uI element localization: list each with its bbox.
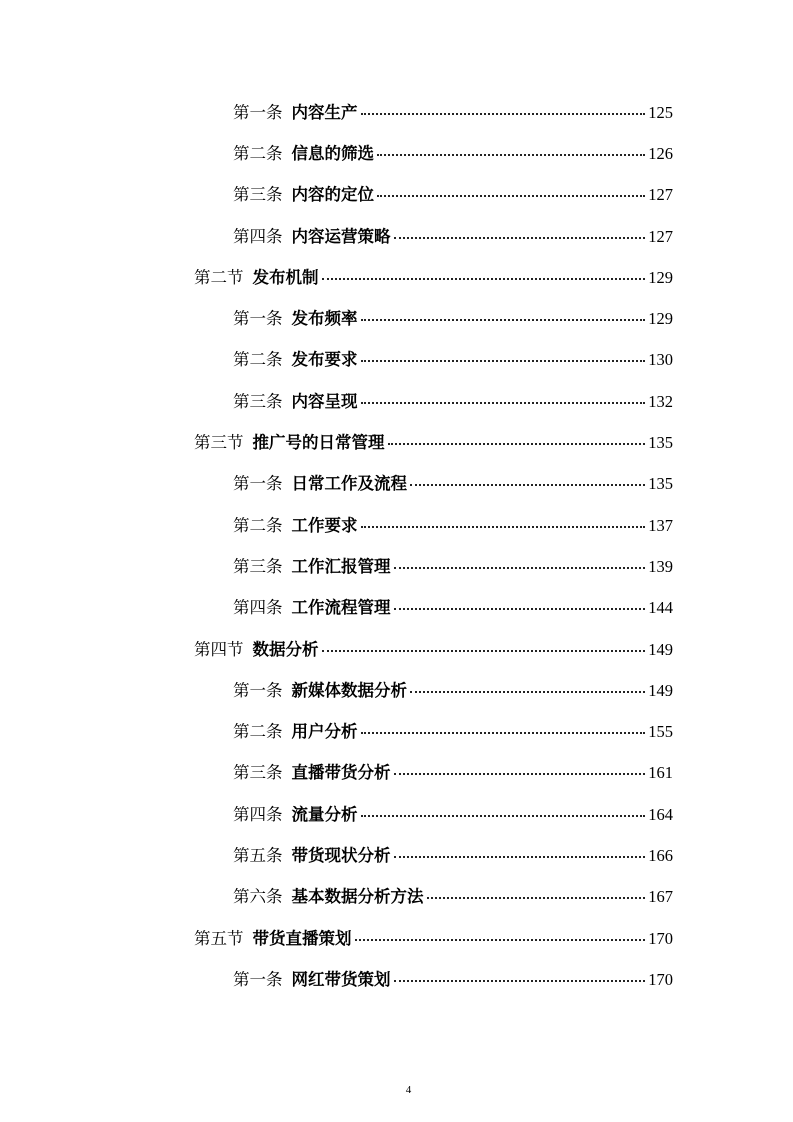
toc-section-entry[interactable] bbox=[0, 420, 793, 461]
toc-entry-number: 第二条 bbox=[233, 515, 283, 535]
toc-entry-title: 信息的筛选 bbox=[291, 143, 374, 163]
toc-entry-page: 132 bbox=[648, 391, 673, 411]
toc-article-entry[interactable] bbox=[0, 957, 793, 998]
toc-entry-number: 第五节 bbox=[194, 928, 244, 948]
toc-dot-leader bbox=[394, 567, 646, 569]
toc-article-entry[interactable] bbox=[0, 544, 793, 585]
toc-entry-number: 第三条 bbox=[233, 763, 283, 783]
toc-article-entry[interactable] bbox=[0, 462, 793, 503]
toc-entry-title: 工作流程管理 bbox=[291, 598, 391, 618]
toc-dot-leader bbox=[394, 856, 646, 858]
toc-entry-title: 新媒体数据分析 bbox=[291, 680, 407, 700]
toc-entry-number: 第六条 bbox=[233, 887, 283, 907]
toc-section-entry[interactable] bbox=[0, 916, 793, 957]
toc-entry-title: 内容的定位 bbox=[291, 185, 374, 205]
toc-entry-page: 137 bbox=[648, 515, 673, 535]
toc-entry-page: 166 bbox=[648, 845, 673, 865]
toc-dot-leader bbox=[388, 443, 646, 445]
toc-entry-number: 第一条 bbox=[233, 680, 283, 700]
toc-entry-page: 126 bbox=[648, 143, 673, 163]
toc-dot-leader bbox=[427, 897, 646, 899]
toc-entry-page: 149 bbox=[648, 680, 673, 700]
toc-entry-number: 第四条 bbox=[233, 226, 283, 246]
toc-entry-title: 用户分析 bbox=[291, 722, 358, 742]
toc-entry-title: 发布机制 bbox=[252, 267, 319, 287]
toc-dot-leader bbox=[322, 650, 646, 652]
toc-entry-page: 127 bbox=[648, 226, 673, 246]
toc-article-entry[interactable] bbox=[0, 751, 793, 792]
toc-article-entry[interactable] bbox=[0, 833, 793, 874]
toc-entry-number: 第二条 bbox=[233, 722, 283, 742]
toc-entry-number: 第二条 bbox=[233, 143, 283, 163]
toc-entry-page: 130 bbox=[648, 350, 673, 370]
toc-entry-page: 139 bbox=[648, 556, 673, 576]
toc-dot-leader bbox=[322, 278, 646, 280]
toc-entry-number: 第一条 bbox=[233, 102, 283, 122]
toc-entry-title: 流量分析 bbox=[291, 804, 358, 824]
toc-entry-number: 第四条 bbox=[233, 804, 283, 824]
toc-dot-leader bbox=[410, 691, 645, 693]
toc-section-entry[interactable] bbox=[0, 255, 793, 296]
toc-entry-page: 135 bbox=[648, 474, 673, 494]
toc-entry-title: 工作汇报管理 bbox=[291, 556, 391, 576]
toc-entry-page: 167 bbox=[648, 887, 673, 907]
toc-entry-title: 基本数据分析方法 bbox=[291, 887, 424, 907]
toc-article-entry[interactable] bbox=[0, 214, 793, 255]
toc-entry-page: 161 bbox=[648, 763, 673, 783]
toc-dot-leader bbox=[361, 732, 646, 734]
toc-entry-number: 第五条 bbox=[233, 845, 283, 865]
toc-entry-title: 带货现状分析 bbox=[291, 845, 391, 865]
toc-entry-title: 内容生产 bbox=[291, 102, 358, 122]
toc-entry-page: 144 bbox=[648, 598, 673, 618]
toc-entry-page: 164 bbox=[648, 804, 673, 824]
toc-entry-title: 日常工作及流程 bbox=[291, 474, 407, 494]
page-number: 4 bbox=[405, 1084, 412, 1096]
toc-article-entry[interactable] bbox=[0, 503, 793, 544]
toc-entry-page: 149 bbox=[648, 639, 673, 659]
toc-entry-number: 第三条 bbox=[233, 391, 283, 411]
toc-article-entry[interactable] bbox=[0, 668, 793, 709]
toc-article-entry[interactable] bbox=[0, 379, 793, 420]
toc-article-entry[interactable] bbox=[0, 131, 793, 172]
toc-dot-leader bbox=[394, 773, 646, 775]
toc-entry-title: 推广号的日常管理 bbox=[252, 433, 385, 453]
toc-entry-title: 工作要求 bbox=[291, 515, 358, 535]
toc-article-entry[interactable] bbox=[0, 709, 793, 750]
toc-article-entry[interactable] bbox=[0, 173, 793, 214]
toc-article-entry[interactable] bbox=[0, 90, 793, 131]
toc-entry-title: 内容运营策略 bbox=[291, 226, 391, 246]
toc-section-entry[interactable] bbox=[0, 627, 793, 668]
toc-entry-number: 第二条 bbox=[233, 350, 283, 370]
toc-entry-page: 129 bbox=[648, 267, 673, 287]
toc-entry-number: 第三节 bbox=[194, 433, 244, 453]
toc-dot-leader bbox=[361, 815, 646, 817]
toc-entry-page: 125 bbox=[648, 102, 673, 122]
toc-dot-leader bbox=[410, 484, 645, 486]
toc-entry-number: 第四条 bbox=[233, 598, 283, 618]
toc-entry-title: 数据分析 bbox=[252, 639, 319, 659]
toc-entry-number: 第二节 bbox=[194, 267, 244, 287]
toc-entry-title: 发布频率 bbox=[291, 309, 358, 329]
toc-entry-number: 第一条 bbox=[233, 474, 283, 494]
toc-dot-leader bbox=[394, 980, 646, 982]
toc-dot-leader bbox=[394, 237, 646, 239]
toc-entry-number: 第一条 bbox=[233, 309, 283, 329]
toc-entry-title: 直播带货分析 bbox=[291, 763, 391, 783]
toc-entry-page: 170 bbox=[648, 928, 673, 948]
toc-entry-page: 129 bbox=[648, 309, 673, 329]
toc-dot-leader bbox=[361, 360, 646, 362]
toc-dot-leader bbox=[361, 319, 646, 321]
toc-dot-leader bbox=[361, 113, 646, 115]
toc-entry-page: 127 bbox=[648, 185, 673, 205]
toc-entry-number: 第三条 bbox=[233, 185, 283, 205]
toc-article-entry[interactable] bbox=[0, 792, 793, 833]
toc-dot-leader bbox=[377, 195, 645, 197]
toc-entry-number: 第四节 bbox=[194, 639, 244, 659]
toc-entry-page: 170 bbox=[648, 969, 673, 989]
toc-article-entry[interactable] bbox=[0, 338, 793, 379]
toc-dot-leader bbox=[355, 939, 646, 941]
toc-article-entry[interactable] bbox=[0, 875, 793, 916]
toc-dot-leader bbox=[361, 402, 646, 404]
toc-entry-title: 网红带货策划 bbox=[291, 969, 391, 989]
toc-entry-title: 带货直播策划 bbox=[252, 928, 352, 948]
toc-entry-page: 135 bbox=[648, 433, 673, 453]
toc-entry-number: 第三条 bbox=[233, 556, 283, 576]
toc-entry-title: 内容呈现 bbox=[291, 391, 358, 411]
table-of-contents bbox=[0, 90, 793, 999]
toc-article-entry[interactable] bbox=[0, 586, 793, 627]
toc-entry-title: 发布要求 bbox=[291, 350, 358, 370]
toc-entry-page: 155 bbox=[648, 722, 673, 742]
toc-dot-leader bbox=[377, 154, 645, 156]
toc-entry-number: 第一条 bbox=[233, 969, 283, 989]
toc-article-entry[interactable] bbox=[0, 296, 793, 337]
toc-dot-leader bbox=[394, 608, 646, 610]
toc-dot-leader bbox=[361, 526, 646, 528]
